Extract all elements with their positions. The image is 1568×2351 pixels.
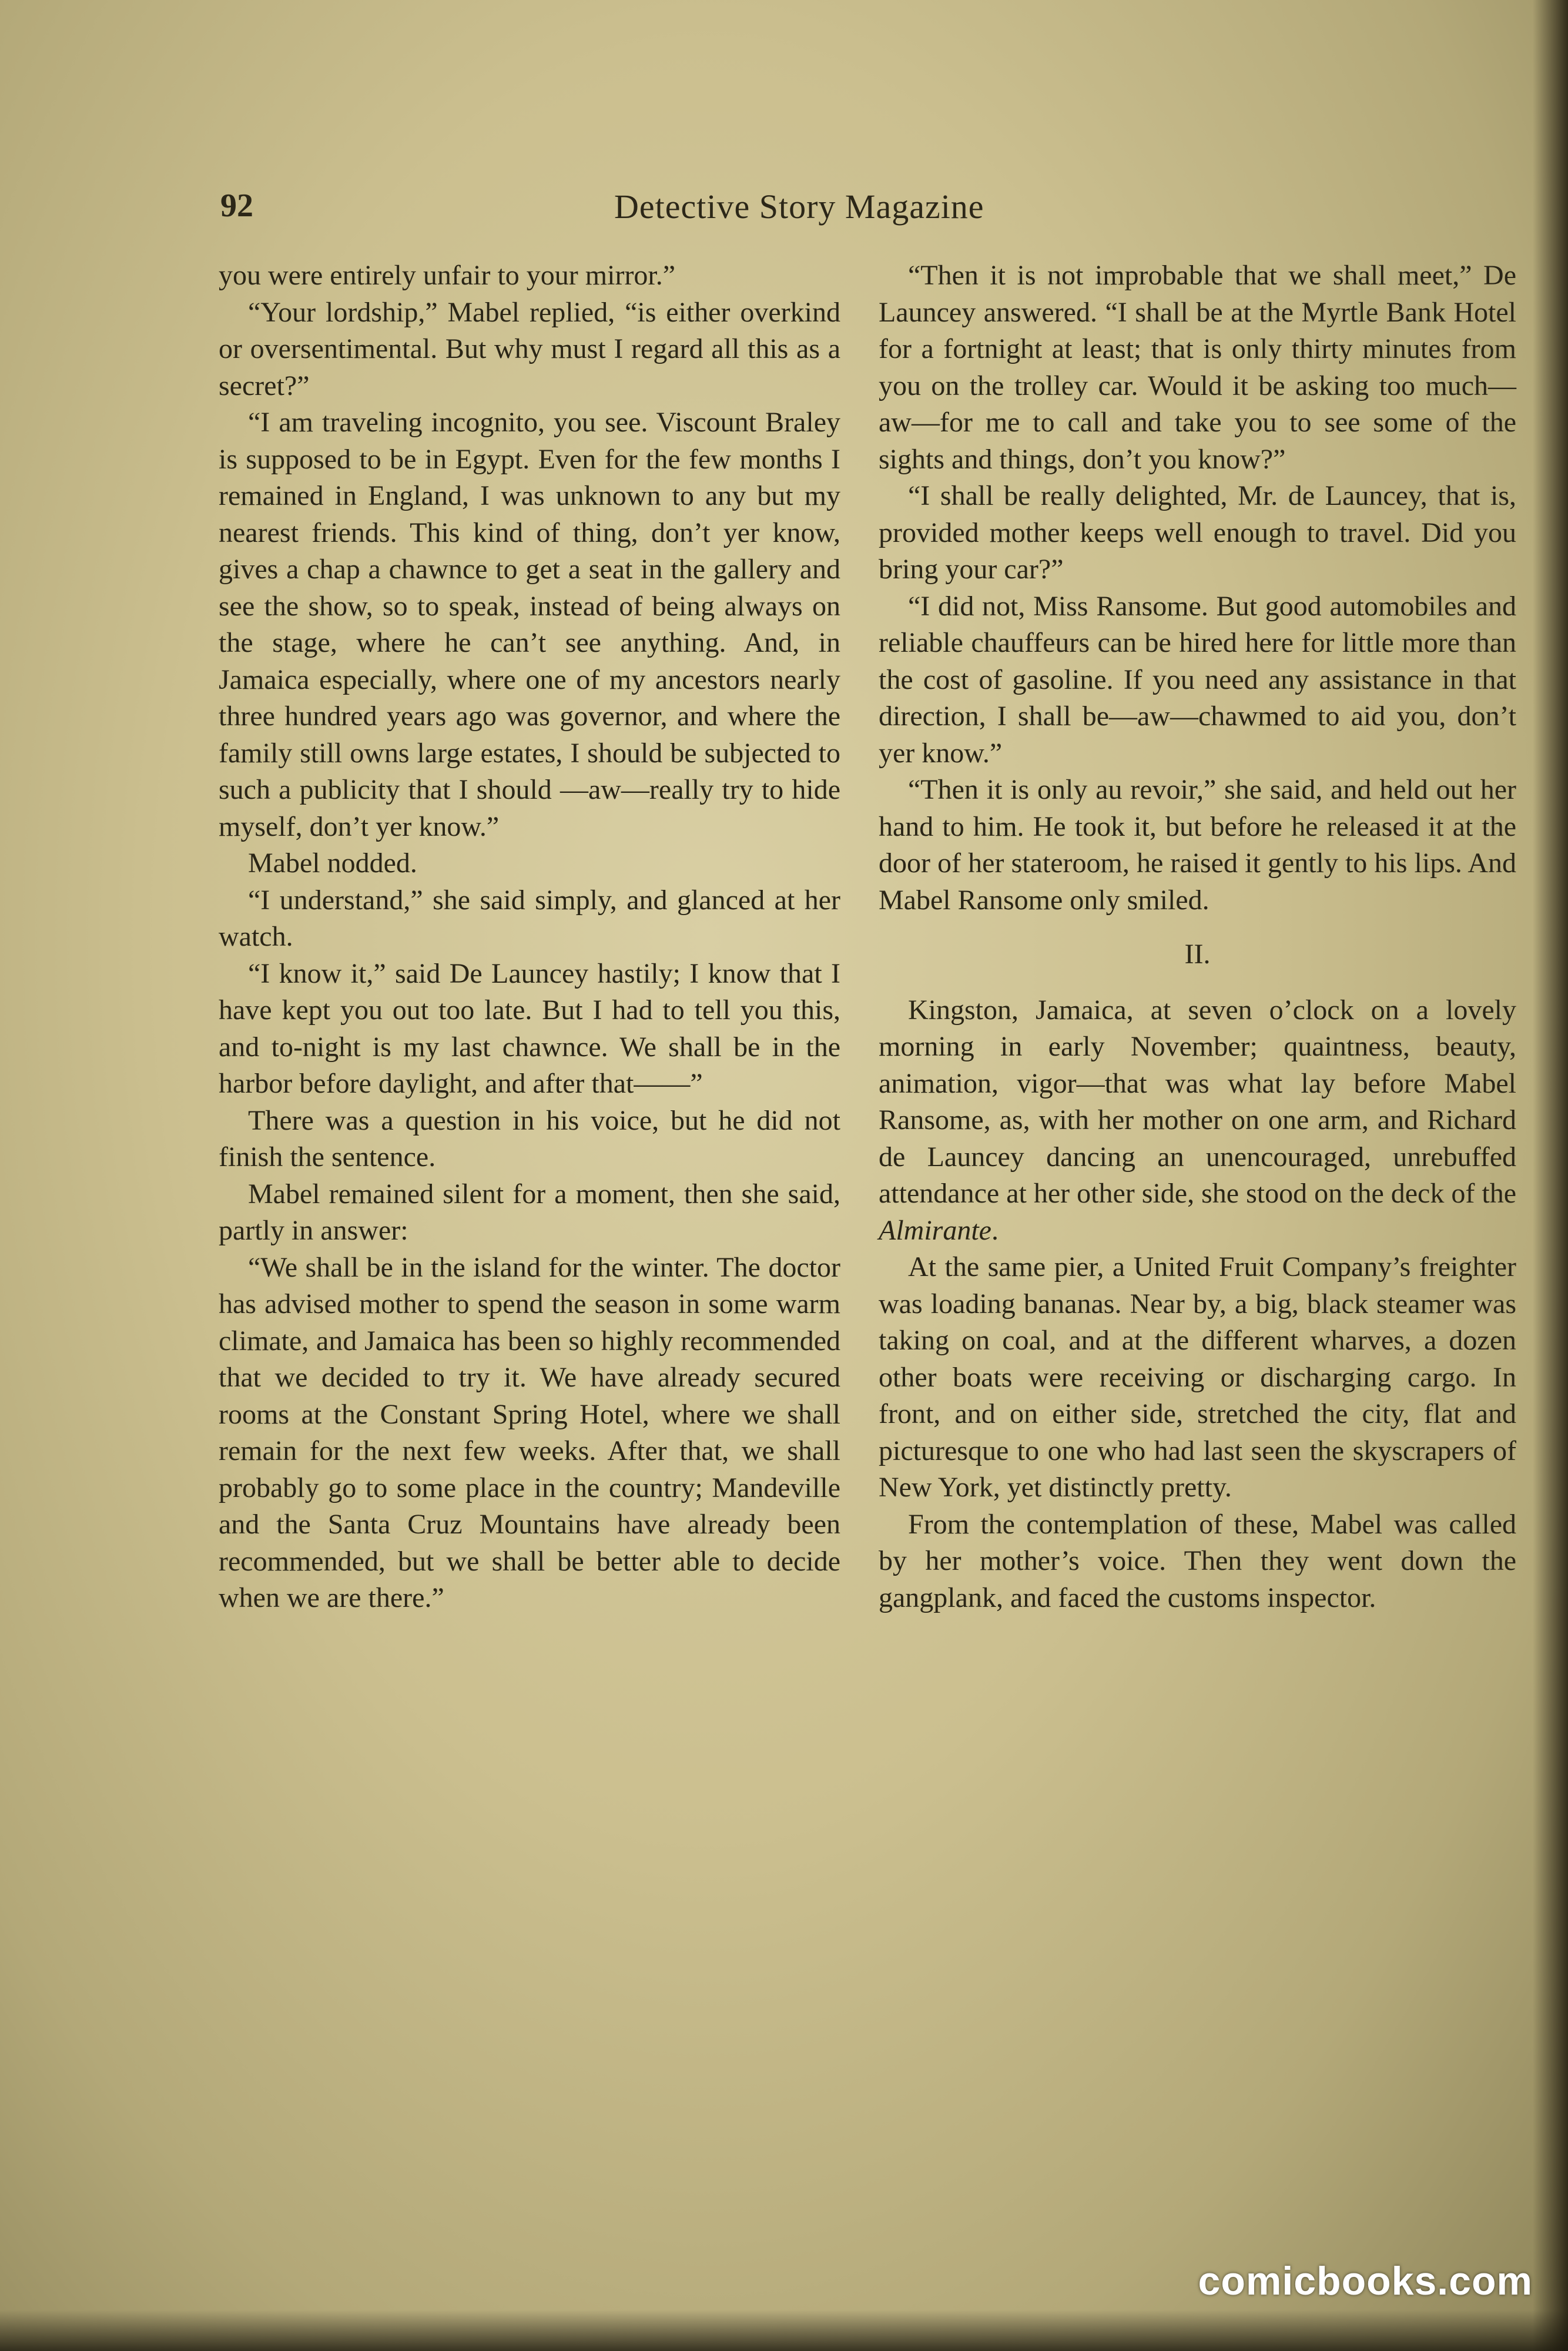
paragraph-end: . [991, 1214, 999, 1246]
running-head [220, 187, 1102, 234]
paragraph: “I shall be really delighted, Mr. de Launcey, that is, provided mother keeps well enough to travel. Did you bring your car?” [879, 480, 1516, 585]
left-column [219, 257, 840, 1617]
paragraph: Mabel remained silent for a moment, then she said, partly in answer: [219, 1178, 840, 1246]
paragraph: “We shall be in the island for the winter. The doctor has advised mother to spend the season in some warm climate, and Jamaica has been so highly recommended that we decided to try it. We have already secured rooms at the Constant Spring Hotel, where we shall remain for the next few weeks. After that, we shall probably go to some place in the country; Mandeville and the Santa Cruz Mountains have already been recommended, but we shall be better able to decide when we are there.” [219, 1251, 840, 1613]
watermark-logo: comicbooks.com [1198, 2259, 1533, 2303]
paragraph: “Then it is only au revoir,” she said, and held out her hand to him. He took it, but before he released it at the door of her stateroom, he raised it gently to his lips. And Mabel Ransome only smiled. [879, 774, 1516, 916]
page-number: 92 [220, 187, 253, 224]
ship-name: Almirante [879, 1214, 991, 1246]
paragraph: “Then it is not improbable that we shall meet,” De Launcey answered. “I shall be at the Myrtle Bank Hotel for a fortnight at least; that is only thirty minutes from you on the trolley car. Would it be asking too much—aw—for me to call and take you to see some of the sights and things, don’t you know?” [879, 260, 1516, 475]
paragraph: “I know it,” said De Launcey hastily; I know that I have kept you out too late. But I had to tell you this, and to-night is my last chawnce. We shall be in the harbor before daylight, and after that——” [219, 957, 840, 1099]
paragraph-text: Kingston, Jamaica, at seven o’clock on a lovely morning in early November; quaintness, beauty, animation, vigor—that was what lay before Mabel Ransome, as, with her mother on one arm, and Richard de Launcey dancing an unencouraged, unrebuffed attendance at her other side, she stood on the deck of the [879, 994, 1516, 1209]
paragraph: There was a question in his voice, but he did not finish the sentence. [219, 1104, 840, 1173]
magazine-title: Detective Story Magazine [614, 187, 984, 226]
paragraph: “Your lordship,” Mabel replied, “is either overkind or oversentimental. But why must I regard all this as a secret?” [219, 296, 840, 401]
page-edge-shadow-bottom [0, 2310, 1568, 2351]
page-edge-shadow-right [1533, 0, 1568, 2351]
section-heading: II. [1184, 939, 1211, 970]
paragraph: From the contemplation of these, Mabel was called by her mother’s voice. Then they went down the gangplank, and faced the customs inspector. [879, 1508, 1516, 1613]
paragraph: Mabel nodded. [248, 848, 417, 879]
paragraph-kingston [879, 992, 1516, 1250]
paragraph: “I understand,” she said simply, and glanced at her watch. [219, 884, 840, 952]
paragraph: you were entirely unfair to your mirror.” [219, 260, 676, 291]
paragraph: “I did not, Miss Ransome. But good automobiles and reliable chauffeurs can be hired here for little more than the cost of gasoline. If you need any assistance in that direction, I shall be—aw—chawmed to aid you, don’t yer know.” [879, 590, 1516, 769]
paragraph: At the same pier, a United Fruit Company’s freighter was loading bananas. Near by, a big, black steamer was taking on coal, and at the different wharves, a dozen other boats were receiving or discharging cargo. In front, and on either side, stretched the city, flat and picturesque to one who had last seen the skyscrapers of New York, yet distinctly pretty. [879, 1251, 1516, 1503]
paragraph: “I am traveling incognito, you see. Viscount Braley is supposed to be in Egypt. Even for the few months I remained in England, I was unknown to any but my nearest friends. This kind of thing, don’t yer know, gives a chap a chawnce to get a seat in the gallery and see the show, so to speak, instead of being always on the stage, where he can’t see anything. And, in Jamaica especially, where one of my ancestors nearly three hundred years ago was governor, and where the family still owns large estates, I should be subjected to such a publicity that I should —aw—really try to hide myself, don’t yer know.” [219, 407, 840, 842]
right-column [879, 257, 1516, 1616]
